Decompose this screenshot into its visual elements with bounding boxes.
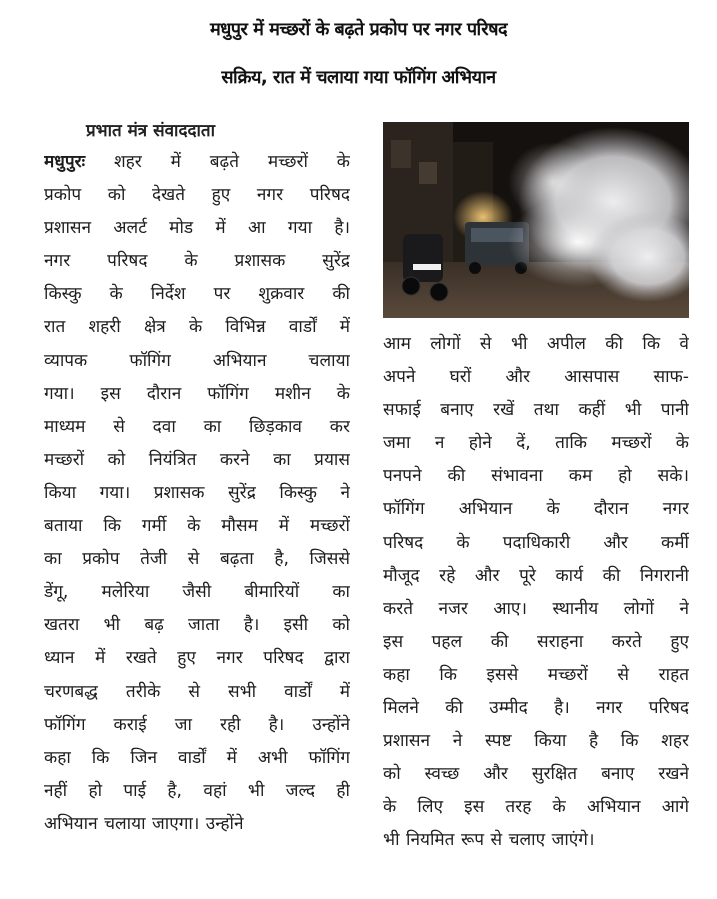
text-line <box>383 394 689 427</box>
text-line-content: सफाई बनाए रखें तथा कहीं भी पानी <box>383 400 689 421</box>
text-line <box>44 212 350 245</box>
text-line <box>44 146 350 179</box>
text-line <box>44 676 350 709</box>
motorcycle-wheel <box>430 283 448 301</box>
text-line-content: व्यापक फॉगिंग अभियान चलाया <box>44 350 350 371</box>
text-line <box>383 460 689 493</box>
headline-line-2: सक्रिय, रात में चलाया गया फॉगिंग अभियान <box>221 67 496 88</box>
text-line-content: रात शहरी क्षेत्र के विभिन्न वार्डों में <box>44 317 350 338</box>
text-line <box>44 378 350 411</box>
text-line-content: कहा कि जिन वार्डों में अभी फॉगिंग <box>44 747 350 768</box>
text-line-content: का प्रकोप तेजी से बढ़ता है, जिससे <box>44 549 350 570</box>
text-line <box>44 311 350 344</box>
text-line-content: किया गया। प्रशासक सुरेंद्र किस्कु ने <box>44 482 350 503</box>
text-line <box>44 775 350 808</box>
motorcycle <box>403 234 443 282</box>
text-line-content: चरणबद्ध तरीके से सभी वार्डों में <box>44 681 350 702</box>
text-line-content: के लिए इस तरह के अभियान आगे <box>383 797 689 818</box>
text-line <box>383 692 689 725</box>
text-line <box>383 791 689 824</box>
text-line-content: प्रकोप को देखते हुए नगर परिषद <box>44 185 350 206</box>
vehicle-wheel <box>469 262 481 274</box>
text-line-content: ध्यान में रखते हुए नगर परिषद द्वारा <box>44 648 350 669</box>
text-line-content: मच्छरों को नियंत्रित करने का प्रयास <box>44 449 350 470</box>
text-line-content: कहा कि इससे मच्छरों से राहत <box>383 664 689 685</box>
text-line <box>383 493 689 526</box>
text-line <box>44 444 350 477</box>
text-line <box>44 642 350 675</box>
text-line <box>44 808 350 841</box>
text-line <box>44 477 350 510</box>
text-line <box>383 659 689 692</box>
text-line-content: फॉगिंग कराई जा रही है। उन्होंने <box>44 714 350 735</box>
text-line <box>44 510 350 543</box>
text-line-content: किस्कु के निर्देश पर शुक्रवार की <box>44 284 350 305</box>
text-line-content: अभियान चलाया जाएगा। उन्होंने <box>44 813 244 834</box>
text-line-content: माध्यम से दवा का छिड़काव कर <box>44 416 350 437</box>
text-line <box>44 742 350 775</box>
text-line-content: को स्वच्छ और सुरक्षित बनाए रखने <box>383 764 689 785</box>
text-line-content: पनपने की संभावना कम हो सके। <box>383 466 689 487</box>
text-line <box>383 593 689 626</box>
text-line-content: प्रशासन ने स्पष्ट किया है कि शहर <box>383 731 689 752</box>
text-line <box>383 427 689 460</box>
fogging-photo-svg <box>383 122 689 318</box>
dateline: मधुपुरः <box>44 152 86 172</box>
motorcycle-wheel <box>402 277 420 295</box>
text-line <box>44 543 350 576</box>
text-line-content: आम लोगों से भी अपील की कि वे <box>383 334 689 354</box>
text-line-content: खतरा भी बढ़ जाता है। इसी को <box>44 615 350 636</box>
text-line <box>44 179 350 212</box>
fogging-photo <box>383 122 689 318</box>
text-line-content: भी नियमित रूप से चलाए जाएंगे। <box>383 830 595 851</box>
headline <box>0 6 717 102</box>
text-line <box>383 824 689 857</box>
text-line-content: अपने घरों और आसपास साफ- <box>383 367 689 388</box>
window <box>419 162 437 184</box>
text-line <box>44 709 350 742</box>
text-line-content: नगर परिषद के प्रशासक सुरेंद्र <box>44 251 350 272</box>
headline-line-1: मधुपुर में मच्छरों के बढ़ते प्रकोप पर नगर परिषद <box>209 19 508 40</box>
text-line-content: बताया कि गर्मी के मौसम में मच्छरों <box>44 516 350 537</box>
number-plate <box>413 264 441 270</box>
text-line-content: मिलने की उम्मीद है। नगर परिषद <box>383 698 689 719</box>
text-line-content: डेंगू, मलेरिया जैसी बीमारियों का <box>44 582 350 603</box>
text-line <box>44 278 350 311</box>
text-line <box>383 361 689 394</box>
window <box>391 140 411 168</box>
text-line <box>44 411 350 444</box>
right-column <box>383 328 689 858</box>
text-line <box>44 345 350 378</box>
text-line <box>383 527 689 560</box>
text-line <box>44 576 350 609</box>
text-line <box>44 245 350 278</box>
text-line-content: मौजूद रहे और पूरे कार्य की निगरानी <box>383 565 689 586</box>
text-line-content: गया। इस दौरान फॉगिंग मशीन के <box>44 383 350 404</box>
text-line-content: शहर में बढ़ते मच्छरों के <box>113 152 350 172</box>
text-line-content: नहीं हो पाई है, वहां भी जल्द ही <box>44 780 350 801</box>
left-column <box>44 146 350 841</box>
text-line <box>383 758 689 791</box>
text-line <box>383 560 689 593</box>
text-line <box>383 328 689 361</box>
text-line-content: जमा न होने दें, ताकि मच्छरों के <box>383 433 689 454</box>
text-line-content: परिषद के पदाधिकारी और कर्मी <box>383 532 689 553</box>
text-line <box>383 725 689 758</box>
text-line-content: प्रशासन अलर्ट मोड में आ गया है। <box>44 218 350 239</box>
text-line <box>383 626 689 659</box>
byline: प्रभात मंत्र संवाददाता <box>86 121 216 141</box>
text-line <box>44 609 350 642</box>
text-line-content: फॉगिंग अभियान के दौरान नगर <box>383 499 689 520</box>
fog-cloud <box>508 142 598 222</box>
text-line-content: इस पहल की सराहना करते हुए <box>383 631 689 652</box>
text-line-content: करते नजर आए। स्थानीय लोगों ने <box>383 598 689 619</box>
